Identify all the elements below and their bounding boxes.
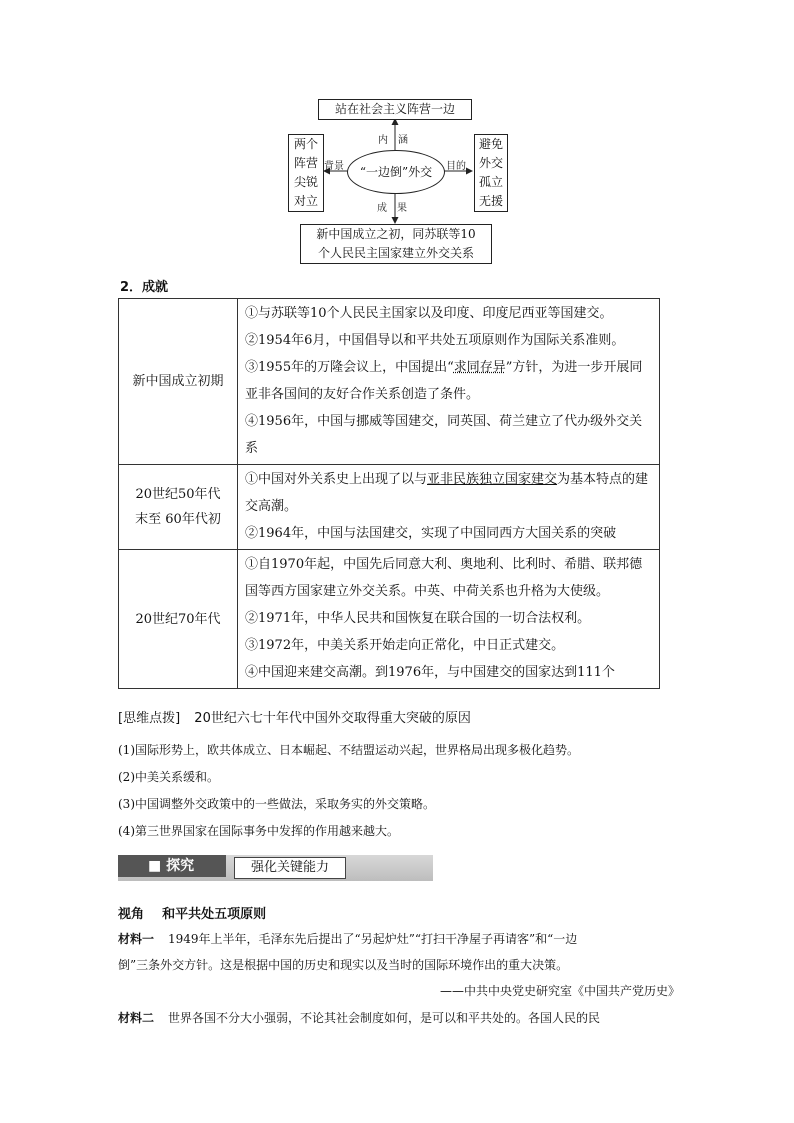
banner-explore	[118, 855, 226, 877]
diagram-right-box	[474, 134, 508, 212]
diagram-top-box: 站在社会主义阵营一边	[318, 99, 472, 120]
label-purpose: 目的	[446, 161, 466, 172]
list-item: ①与苏联等10个人民民主国家以及印度、印度尼西亚等国建交。	[245, 306, 613, 321]
list-item: ③1972年，中美关系开始走向正常化，中日正式建交。	[245, 638, 565, 653]
bottom-box-line1: 新中国成立之初，同苏联等10	[316, 227, 476, 241]
left-box-text: 两个阵营尖锐对立	[293, 137, 318, 208]
banner-left-text: ■ 探究	[148, 858, 195, 874]
list-item: ②1964年，中国与法国建交，实现了中国同西方大国关系的突破	[245, 526, 617, 541]
perspective-label: 视角	[118, 907, 145, 922]
list-item: ④1956年，中国与挪威等国建交，同英国、荷兰建立了代办级外交关系	[245, 414, 643, 456]
content-cell	[238, 299, 660, 465]
material-one	[118, 926, 680, 1004]
right-box-text: 避免外交孤立无援	[478, 137, 503, 208]
item-text: ①中国对外关系史上出现了以与	[245, 472, 428, 487]
list-item: ①自1970年起，中国先后同意大利、奥地利、比利时、希腊、联邦德国等西方国家建立外交关系。中英、中荷关系也升格为大使级。	[245, 557, 643, 599]
section-title: 2．成就	[120, 280, 169, 295]
bottom-box-line2: 个人民民主国家建立外交关系	[317, 246, 474, 260]
material-text: 世界各国不分大小强弱，不论其社会制度如何，是可以和平共处的。各国人民的民	[168, 1011, 601, 1025]
thinking-heading	[118, 709, 678, 729]
material-source: ——中共中央党史研究室《中国共产党历史》	[439, 984, 680, 998]
perspective-text: 和平共处五项原则	[162, 907, 267, 922]
label-connotation: 内 涵	[378, 135, 408, 146]
list-item: (2)中美关系缓和。	[118, 770, 219, 784]
diagram-bottom-box	[300, 224, 492, 264]
item-text: ③1955年的万隆会议上，中国提出“	[245, 360, 454, 375]
item-text: 为基本特点的建交高潮。	[245, 472, 649, 514]
period-cell	[119, 465, 238, 550]
heading-tag: [思维点拨]	[118, 711, 181, 726]
list-item: (3)中国调整外交政策中的一些做法，采取务实的外交策略。	[118, 797, 436, 811]
material-label: 材料二	[118, 1011, 155, 1025]
list-item: ②1954年6月，中国倡导以和平共处五项原则作为国际关系准则。	[245, 333, 625, 348]
list-item	[245, 354, 653, 408]
list-item	[245, 466, 653, 520]
period-line: 末至 60年代初	[135, 512, 221, 527]
list-item: (4)第三世界国家在国际事务中发挥的作用越来越大。	[118, 824, 400, 838]
item-text: ”方针，为进一步开展同亚非各国间的友好合作关系创造了条件。	[245, 360, 643, 402]
material-text: 倒”三条外交方针。这是根据中国的历史和现实以及当时的国际环境作出的重大决策。	[118, 958, 569, 972]
content-cell	[238, 550, 660, 689]
material-two	[118, 1005, 680, 1031]
banner-subtitle: 强化关键能力	[234, 857, 346, 879]
label-background: 背景	[324, 161, 344, 172]
table-row	[119, 465, 660, 550]
key-term: 求同存异	[453, 360, 506, 375]
key-term: 亚非民族独立国家建交	[427, 472, 558, 487]
diagram-center-ellipse: “一边倒”外交	[347, 150, 445, 194]
achievements-table	[118, 298, 660, 689]
diagram-left-box	[288, 134, 324, 212]
table-row	[119, 550, 660, 689]
period-cell: 新中国成立初期	[119, 299, 238, 465]
material-label: 材料一	[118, 932, 155, 946]
material-text: 1949年上半年，毛泽东先后提出了“另起炉灶”“打扫干净屋子再请客”和“一边	[168, 932, 578, 946]
heading-text: 20世纪六七十年代中国外交取得重大突破的原因	[194, 711, 471, 726]
perspective	[118, 902, 680, 928]
list-item: ②1971年，中华人民共和国恢复在联合国的一切合法权利。	[245, 611, 591, 626]
list-item: ④中国迎来建交高潮。到1976年，与中国建交的国家达到111个	[245, 665, 615, 680]
label-result: 成 果	[377, 203, 407, 214]
period-line: 20世纪50年代	[135, 487, 221, 502]
content-cell	[238, 465, 660, 550]
list-item: (1)国际形势上，欧共体成立、日本崛起、不结盟运动兴起，世界格局出现多极化趋势。	[118, 743, 580, 757]
table-row	[119, 299, 660, 465]
thinking-points	[118, 737, 678, 845]
period-cell: 20世纪70年代	[119, 550, 238, 689]
